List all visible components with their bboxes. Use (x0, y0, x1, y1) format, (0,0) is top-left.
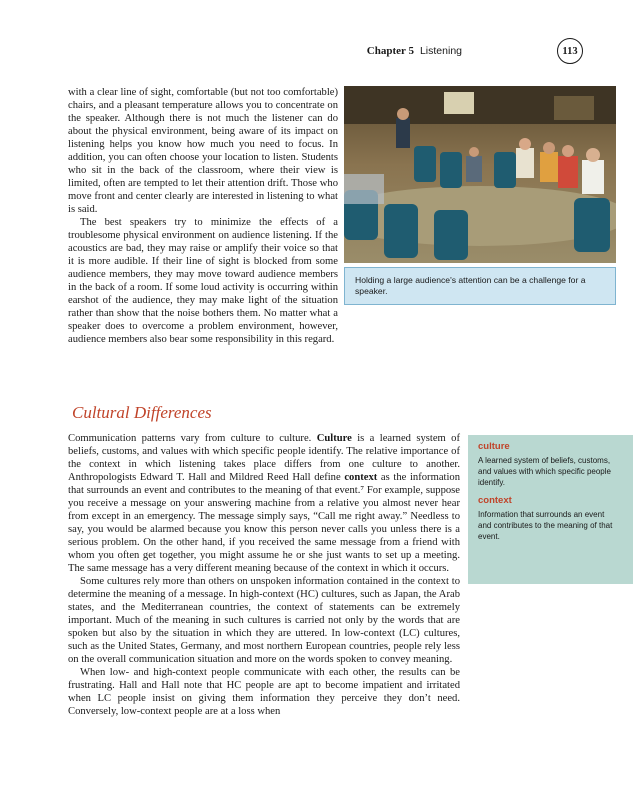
key-term-culture: Culture (316, 433, 352, 444)
key-term-context: context (344, 472, 378, 483)
section-heading: Cultural Differences (72, 403, 212, 422)
glossary-term: context (478, 495, 512, 506)
chapter-label: Chapter 5 (366, 45, 414, 57)
main-paragraph-1 (68, 432, 460, 575)
top-body-text (68, 86, 586, 346)
main-paragraph-3: When low- and high-context people communicate with each other, the results can be frustrating. Hall and Hall note that HC people are apt to become impatient and irritated when LC people insist on giving them information they perceive they don’t need. Conversely, low-context people are at a loss when (68, 667, 460, 717)
running-header (367, 38, 583, 64)
top-paragraph-2: The best speakers try to minimize the effects of a troublesome physical environment on audience listening. If the acoustics are bad, they may raise or amplify their voice so that it is more audible. If their line of sight is blocked from some audience members, they may move toward audience members in the back of a room. If some loud activity is occurring within earshot of the audience, they may make light of the situation rather than show that the noise bothers them. No matter what a speaker does to overcome a problem environment, however, audience members also bear some responsibility in this regard. (68, 217, 338, 345)
glossary-definition: A learned system of beliefs, customs, and values with which specific people identify. (478, 456, 611, 487)
glossary-definition: Information that surrounds an event and contributes to the meaning of that event. (478, 510, 613, 541)
main-body-text (68, 432, 460, 718)
glossary-term: culture (478, 441, 510, 452)
paragraph-text: Communication patterns vary from culture to culture. (68, 433, 317, 444)
section-label: Listening (419, 45, 462, 57)
page-number: 113 (557, 38, 583, 64)
audience-photo (344, 86, 616, 263)
photo-figure (344, 86, 616, 330)
paragraph-text: as the information that surrounds an event and contributes to the meaning of that event.⁷ For example, suppose you receive a message on your answering machine from a relative you almost never hear from except in an emergency. The message simply says, “Call me right away.” Needless to say, you would be alarmed because you know this person never calls you unless there is a serious problem. On the other hand, if you received the same message from a friend with whom you often get together, you might assume he or she just wants to set up a meeting. The same message has a very different meaning because of the context in which it occurs. (68, 472, 461, 574)
glossary-sidebar (468, 435, 633, 584)
paragraph-text: is a learned system of beliefs, customs, and values with which specific people identify. The relative importance of the context in which listening takes place differs from one culture to another. Anthropologists Edward T. Hall and Mildred Reed Hall define (68, 433, 460, 483)
main-paragraph-2: Some cultures rely more than others on unspoken information contained in the context to determine the meaning of a message. In high-context (HC) cultures, such as Japan, the Arab states, and the Mediterranean countries, the context of statements can be extremely important. Much of the meaning in such cultures is carried not only by the words that are spoken but also by the situation in which they are uttered. In low-context (LC) cultures, such as the United States, Germany, and most northern European countries, people rely less on the overall communication situation and more on the words spoken to convey meaning. (68, 576, 460, 665)
top-paragraph-1: with a clear line of sight, comfortable (but not too comfortable) chairs, and a pleasant temperature allows you to concentrate on the speaker. Although there is not much the listener can do about the physical environment, being aware of its impact on listening helps you know how much you need to focus. In addition, you can often choose your location to listen. Students who sit in the back of the classroom, where their view is limited, often are tempted to let their attention drift. Those who move front and center clearly are interested in listening to what is said. (68, 87, 338, 215)
photo-caption: Holding a large audience's attention can be a challenge for a speaker. (344, 267, 616, 305)
